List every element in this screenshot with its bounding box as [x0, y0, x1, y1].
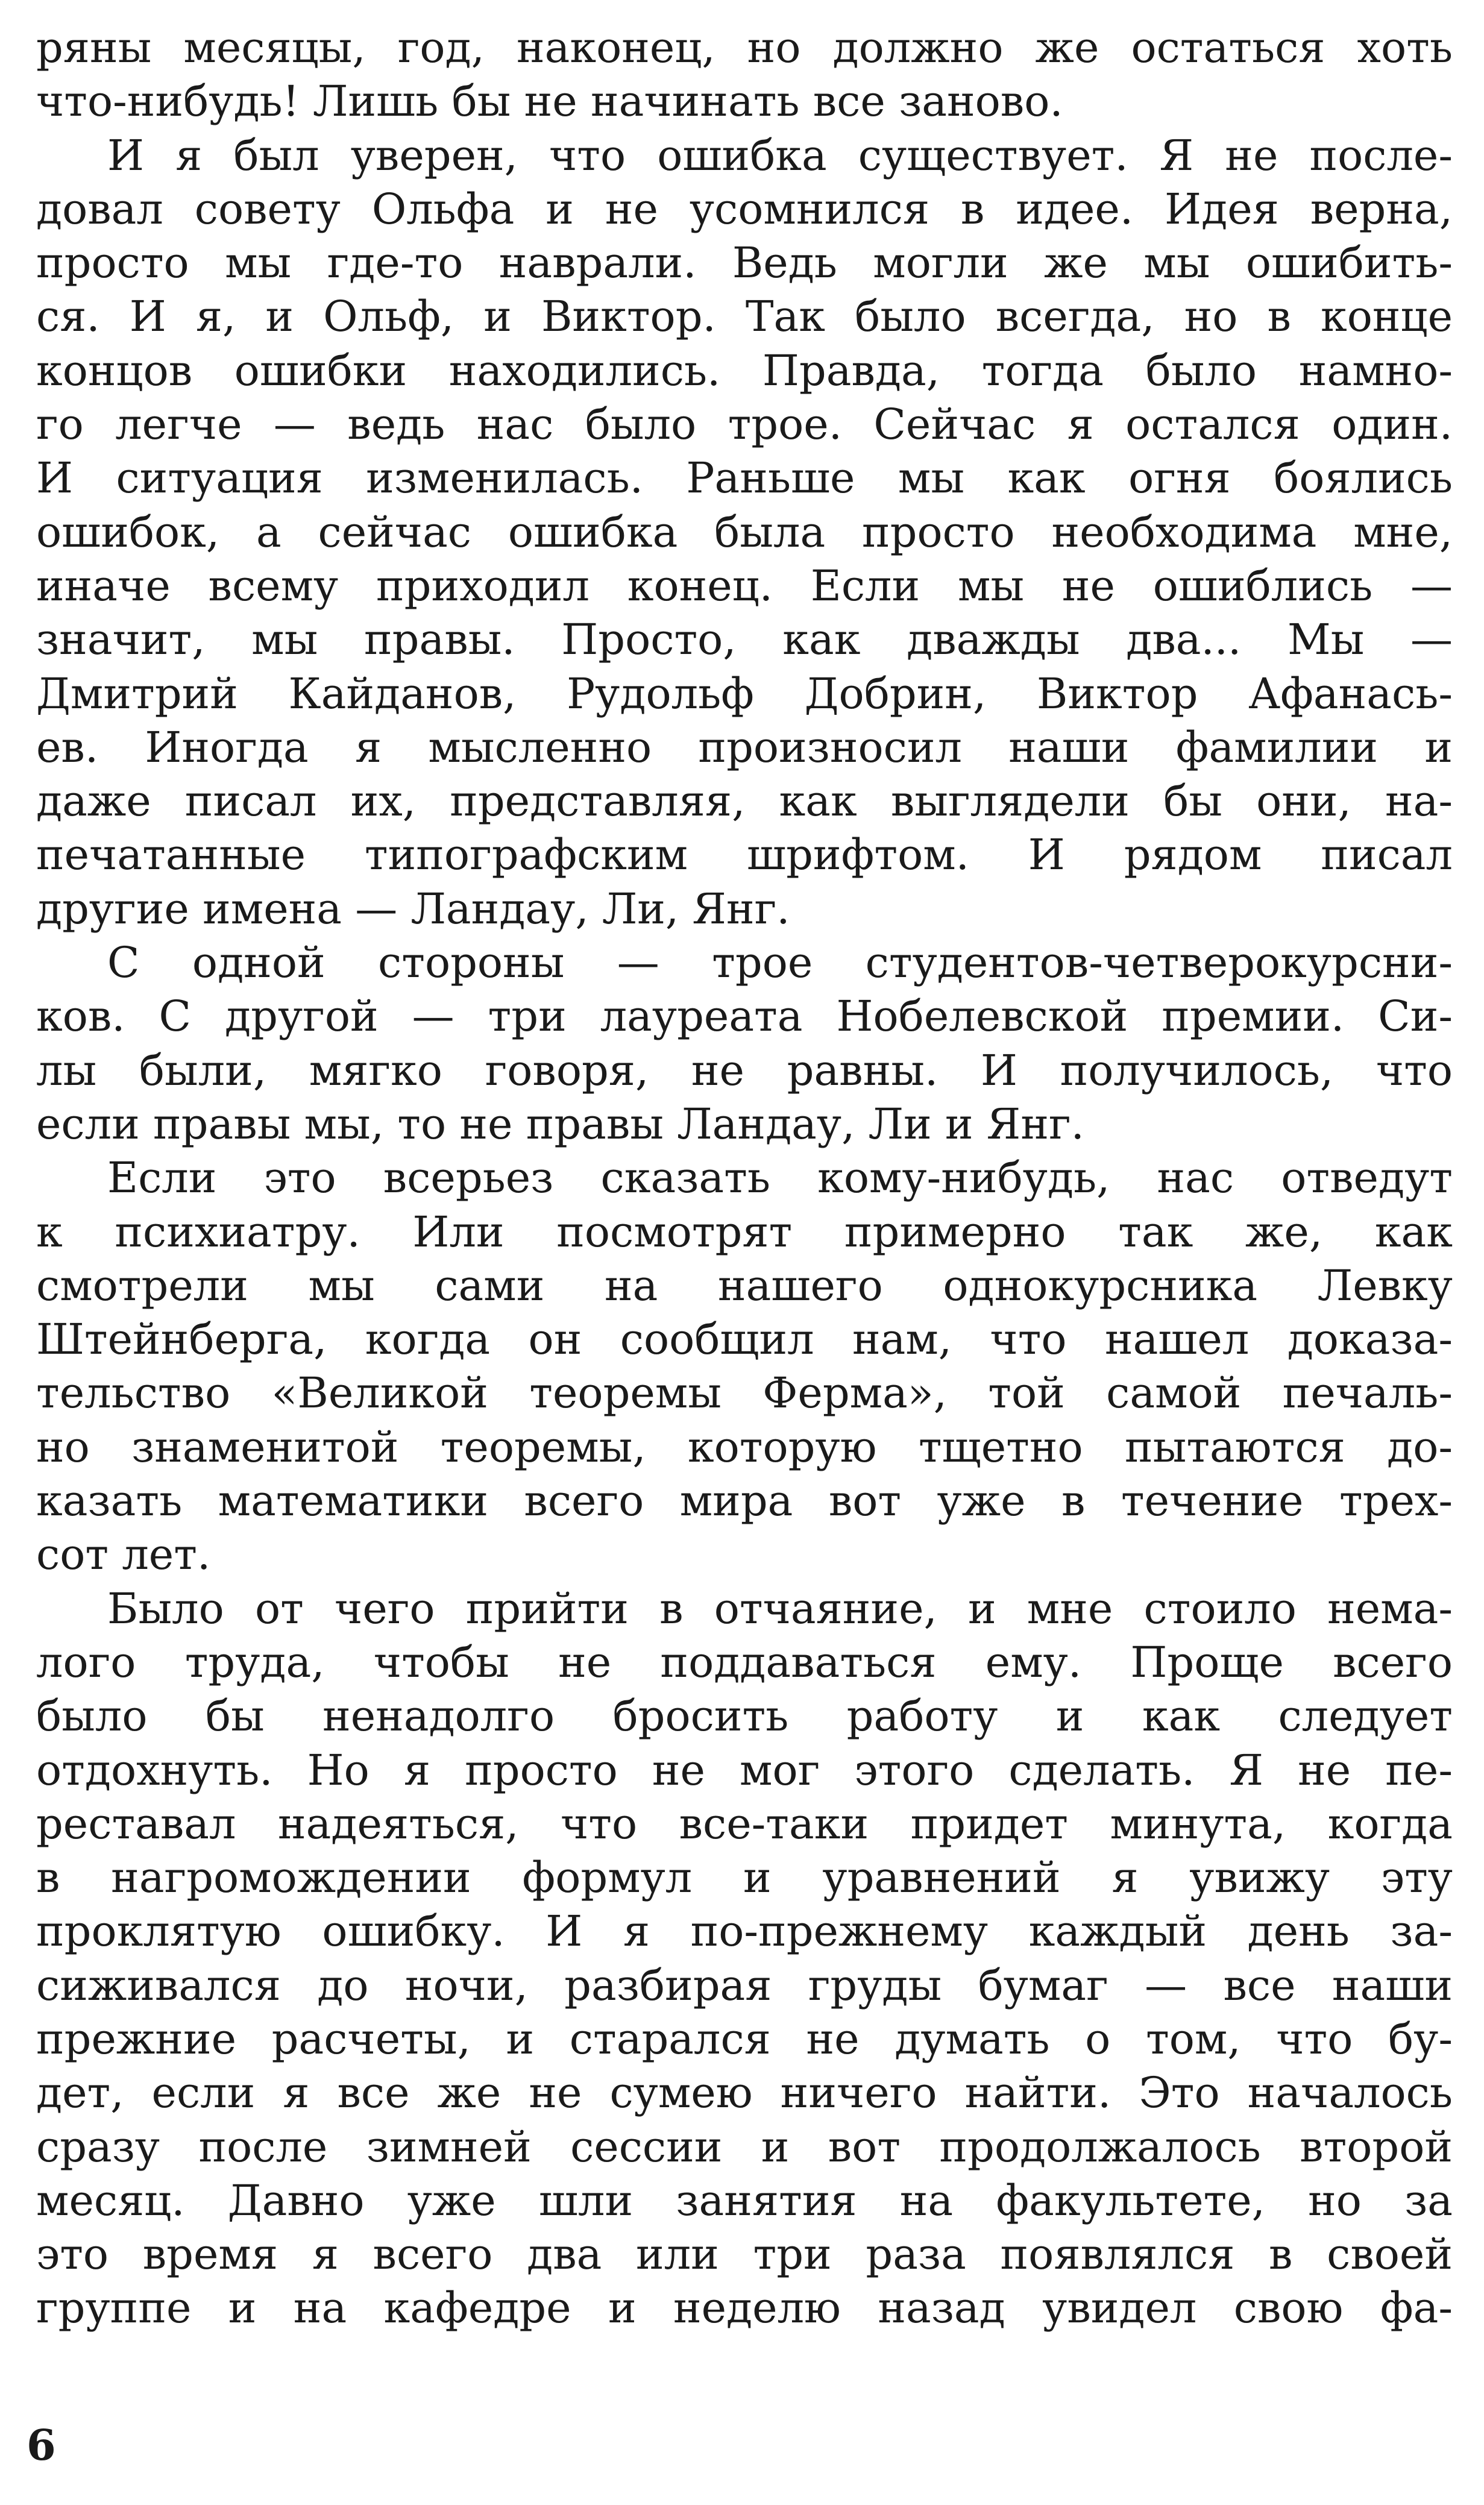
- text-line: в нагромождении формул и уравнений я увижу эту: [36, 1853, 1453, 1903]
- text-line: смотрели мы сами на нашего однокурсника Левку: [36, 1260, 1453, 1310]
- text-line: ошибок, а сейчас ошибка была просто необходима мне,: [36, 507, 1453, 557]
- text-line: просто мы где-то наврали. Ведь могли же мы ошибить-: [36, 238, 1453, 288]
- text-line: другие имена — Ландау, Ли, Янг.: [36, 884, 790, 934]
- text-line: лого труда, чтобы не поддаваться ему. Проще всего: [36, 1637, 1453, 1687]
- text-line: было бы ненадолго бросить работу и как следует: [36, 1691, 1453, 1741]
- text-line: И я был уверен, что ошибка существует. Я не после-: [107, 130, 1453, 180]
- text-line: ряны месяцы, год, наконец, но должно же остаться хоть: [36, 23, 1453, 72]
- text-line: значит, мы правы. Просто, как дважды два... Мы —: [36, 615, 1453, 665]
- text-line: проклятую ошибку. И я по-прежнему каждый день за-: [36, 1906, 1453, 1957]
- body-text: [36, 21, 1453, 2336]
- text-line: И ситуация изменилась. Раньше мы как огня боялись: [36, 453, 1453, 503]
- text-line: го легче — ведь нас было трое. Сейчас я остался один.: [36, 400, 1453, 450]
- text-line: к психиатру. Или посмотрят примерно так же, как: [36, 1207, 1453, 1257]
- text-line: прежние расчеты, и старался не думать о том, что бу-: [36, 2014, 1453, 2064]
- text-line: Если это всерьез сказать кому-нибудь, нас отведут: [107, 1153, 1453, 1203]
- text-line: Было от чего прийти в отчаяние, и мне стоило нема-: [107, 1583, 1453, 1633]
- text-line: дет, если я все же не сумею ничего найти. Это началось: [36, 2068, 1453, 2118]
- text-line: даже писал их, представляя, как выглядели бы они, на-: [36, 776, 1453, 826]
- text-line: отдохнуть. Но я просто не мог этого сделать. Я не пе-: [36, 1745, 1453, 1795]
- text-line: тельство «Великой теоремы Ферма», той самой печаль-: [36, 1368, 1453, 1418]
- text-line: ев. Иногда я мысленно произносил наши фамилии и: [36, 722, 1453, 772]
- text-line: сиживался до ночи, разбирая груды бумаг — все наши: [36, 1960, 1453, 2010]
- text-line: печатанные типографским шрифтом. И рядом писал: [36, 830, 1453, 880]
- text-line: это время я всего два или три раза появлялся в своей: [36, 2230, 1453, 2280]
- text-line: что-нибудь! Лишь бы не начинать все заново.: [36, 77, 1063, 127]
- text-line: ся. И я, и Ольф, и Виктор. Так было всегда, но в конце: [36, 292, 1453, 342]
- text-line: группе и на кафедре и неделю назад увидел свою фа-: [36, 2283, 1453, 2333]
- text-line: Дмитрий Кайданов, Рудольф Добрин, Виктор Афанась-: [36, 668, 1453, 718]
- text-line: но знаменитой теоремы, которую тщетно пытаются до-: [36, 1422, 1453, 1472]
- text-line: довал совету Ольфа и не усомнился в идее. Идея верна,: [36, 184, 1453, 234]
- text-line: реставал надеяться, что все-таки придет минута, когда: [36, 1799, 1453, 1849]
- text-line: Штейнберга, когда он сообщил нам, что нашел доказа-: [36, 1315, 1453, 1365]
- text-line: С одной стороны — трое студентов-четверокурсни-: [107, 938, 1453, 988]
- text-line: концов ошибки находились. Правда, тогда было намно-: [36, 345, 1453, 395]
- text-line: сот лет.: [36, 1530, 211, 1580]
- text-line: иначе всему приходил конец. Если мы не ошиблись —: [36, 561, 1453, 611]
- text-line: ков. С другой — три лауреата Нобелевской премии. Си-: [36, 992, 1453, 1042]
- text-line: если правы мы, то не правы Ландау, Ли и Янг.: [36, 1099, 1084, 1149]
- text-line: лы были, мягко говоря, не равны. И получилось, что: [36, 1045, 1453, 1095]
- page-number: 6: [27, 2420, 56, 2470]
- text-line: казать математики всего мира вот уже в течение трех-: [36, 1476, 1453, 1526]
- text-line: месяц. Давно уже шли занятия на факультете, но за: [36, 2175, 1453, 2225]
- text-line: сразу после зимней сессии и вот продолжалось второй: [36, 2122, 1453, 2172]
